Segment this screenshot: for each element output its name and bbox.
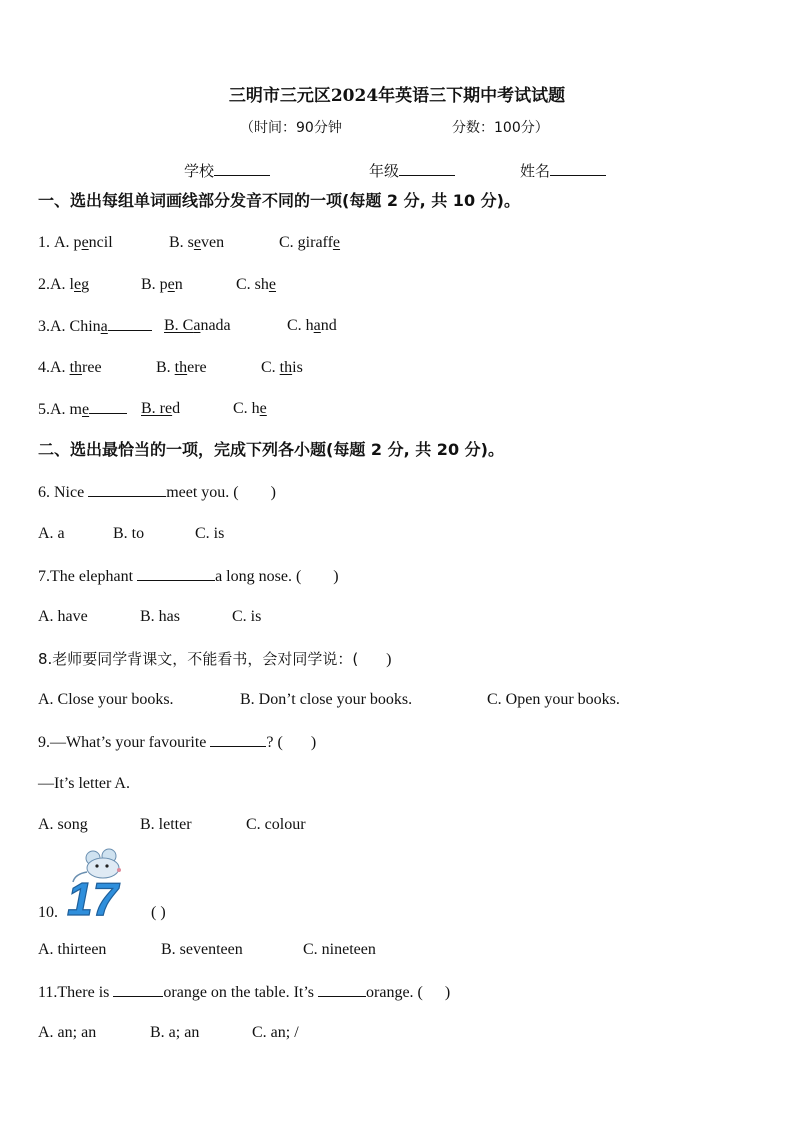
question-6 — [38, 482, 276, 503]
question-number: 4. — [38, 359, 50, 376]
number-17-graphic: 17 — [67, 873, 119, 918]
question-7-option-b[interactable]: B. has — [140, 608, 180, 625]
question-2-option-b[interactable]: B. pen — [141, 276, 183, 293]
question-5-option-b[interactable]: B. red — [141, 400, 181, 417]
question-6-option-c[interactable]: C. is — [195, 525, 225, 542]
paren-close: ) — [333, 568, 339, 585]
question-number: 3. — [38, 318, 50, 335]
question-9 — [38, 732, 316, 753]
question-number: 5. — [38, 401, 50, 418]
name-blank[interactable] — [550, 160, 606, 176]
question-1 — [38, 233, 113, 253]
question-7 — [38, 566, 339, 587]
page-title: 三明市三元区2024年英语三下期中考试试题 — [228, 86, 566, 106]
question-2-option-c[interactable]: C. she — [236, 276, 277, 293]
question-2 — [38, 275, 89, 295]
option-a[interactable]: A. China — [50, 318, 108, 335]
answer-blank[interactable] — [210, 732, 266, 747]
question-8-option-a[interactable]: A. Close your books. — [38, 691, 174, 708]
underline-blank — [108, 316, 152, 331]
option-a[interactable]: A. pencil — [54, 234, 113, 251]
question-11-text: 11.There is — [38, 984, 114, 1001]
school-field[interactable] — [184, 160, 270, 181]
grade-label: 年级 — [369, 162, 400, 180]
question-9-option-c[interactable]: C. colour — [246, 816, 306, 833]
section-1-title: 一、选出每组单词画线部分发音不同的一项(每题 2 分, 共 10 分)。 — [38, 191, 520, 210]
name-field[interactable] — [520, 160, 606, 181]
question-10-answer-paren[interactable]: ( ) — [151, 904, 166, 921]
question-8-text: 8.老师要同学背课文，不能看书，会对同学说：( — [38, 650, 359, 668]
question-6-option-a[interactable]: A. a — [38, 525, 65, 542]
answer-blank-1[interactable] — [113, 982, 163, 997]
question-9-text-end: ? ( — [266, 734, 283, 751]
question-9-text: 9.—What’s your favourite — [38, 734, 211, 751]
question-11-text-mid: orange on the table. It’s — [163, 984, 319, 1001]
grade-field[interactable] — [369, 160, 455, 181]
question-8 — [38, 649, 392, 670]
school-label: 学校 — [184, 162, 215, 180]
question-3-option-c[interactable]: C. hand — [287, 317, 337, 334]
question-8-option-b[interactable]: B. Don’t close your books. — [240, 691, 413, 708]
question-10-option-b[interactable]: B. seventeen — [161, 941, 243, 958]
answer-blank[interactable] — [88, 482, 166, 497]
grade-blank[interactable] — [399, 160, 455, 176]
question-9-option-b[interactable]: B. letter — [140, 816, 192, 833]
question-9-reply: —It’s letter A. — [38, 775, 130, 792]
question-9-option-a[interactable]: A. song — [38, 816, 88, 833]
question-7-option-a[interactable]: A. have — [38, 608, 88, 625]
question-7-text: 7.The elephant — [38, 568, 138, 585]
question-1-option-c[interactable]: C. giraffe — [279, 234, 341, 251]
option-a[interactable]: A. leg — [50, 276, 90, 293]
question-6-text: 6. Nice — [38, 484, 89, 501]
question-5-option-c[interactable]: C. he — [233, 400, 267, 417]
question-6-option-b[interactable]: B. to — [113, 525, 145, 542]
question-7-option-c[interactable]: C. is — [232, 608, 262, 625]
question-4 — [38, 358, 102, 378]
question-10-option-a[interactable]: A. thirteen — [38, 941, 107, 958]
question-1-option-b[interactable]: B. seven — [169, 234, 225, 251]
question-8-option-c[interactable]: C. Open your books. — [487, 691, 620, 708]
name-label: 姓名 — [520, 162, 551, 180]
mouse-number-image — [63, 848, 141, 918]
question-5 — [38, 399, 127, 420]
question-number: 2. — [38, 276, 50, 293]
question-11-option-a[interactable]: A. an; an — [38, 1024, 97, 1041]
answer-blank-2[interactable] — [318, 982, 366, 997]
question-7-text-end: a long nose. ( — [215, 568, 302, 585]
question-3-option-b[interactable]: B. Canada — [164, 317, 231, 334]
underline-blank — [89, 399, 127, 414]
question-10-option-c[interactable]: C. nineteen — [303, 941, 376, 958]
question-number: 1. — [38, 234, 54, 251]
option-a[interactable]: A. me — [50, 401, 90, 418]
section-2-title: 二、选出最恰当的一项，完成下列各小题(每题 2 分, 共 20 分)。 — [38, 440, 504, 459]
question-3 — [38, 316, 152, 337]
answer-blank[interactable] — [137, 566, 215, 581]
question-10-number: 10. — [38, 904, 58, 921]
question-4-option-b[interactable]: B. there — [156, 359, 207, 376]
exam-time: （时间：90分钟 — [240, 120, 342, 136]
question-4-option-c[interactable]: C. this — [261, 359, 303, 376]
school-blank[interactable] — [214, 160, 270, 176]
question-11-option-c[interactable]: C. an; / — [252, 1024, 299, 1041]
question-11-text-end: orange. ( — [366, 984, 423, 1001]
paren-close: ) — [270, 484, 276, 501]
paren-close: ) — [444, 984, 451, 1001]
exam-score: 分数：100分） — [452, 120, 549, 136]
option-a[interactable]: A. three — [50, 359, 102, 376]
question-11 — [38, 982, 450, 1003]
paren-close: ) — [310, 734, 317, 751]
question-6-text-end: meet you. ( — [166, 484, 239, 501]
paren-close: ) — [386, 651, 392, 668]
question-11-option-b[interactable]: B. a; an — [150, 1024, 200, 1041]
